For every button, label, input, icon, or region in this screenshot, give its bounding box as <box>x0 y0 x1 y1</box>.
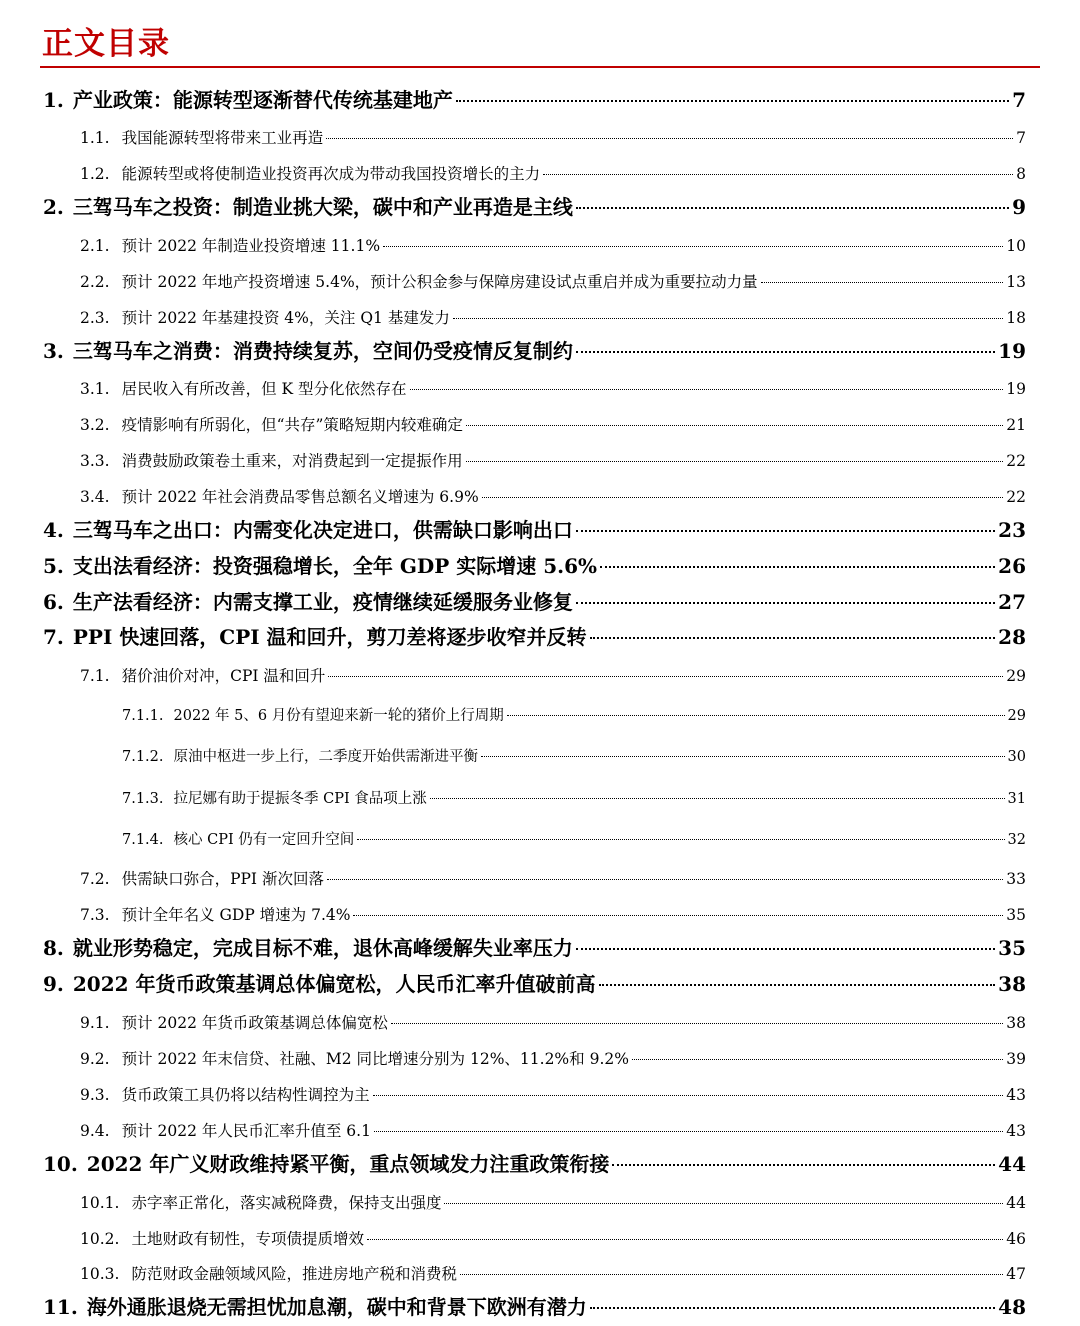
toc-entry[interactable] <box>0 697 1080 727</box>
toc-entry-page-number: 39 <box>1006 1050 1026 1068</box>
toc-entry-title: 预计 2022 年货币政策基调总体偏宽松 <box>121 1014 388 1032</box>
toc-entry[interactable] <box>0 861 1080 891</box>
toc-entry-line <box>80 1047 1026 1069</box>
toc-entry-number: 6. <box>43 590 64 614</box>
toc-entry-line <box>80 867 1026 889</box>
toc-entry-page-number: 44 <box>998 1152 1026 1176</box>
dot-leader <box>460 1274 1003 1275</box>
toc-entry-page-number: 9 <box>1012 195 1026 219</box>
toc-entry-number: 7. <box>43 625 64 649</box>
toc-entry-title: 消费鼓励政策卷土重来，对消费起到一定提振作用 <box>121 452 463 470</box>
toc-entry-title: 三驾马车之出口：内需变化决定进口，供需缺口影响出口 <box>72 518 573 542</box>
toc-entry-number: 8. <box>43 936 64 960</box>
toc-entry[interactable] <box>0 1221 1080 1251</box>
toc-entry-title: 生产法看经济：内需支撑工业，疫情继续延缓服务业修复 <box>72 590 573 614</box>
toc-entry[interactable] <box>0 192 1080 222</box>
toc-entry-number: 9.2. <box>80 1050 110 1068</box>
toc-entry-number: 10.2. <box>80 1230 120 1248</box>
toc-entry-number: 7.2. <box>80 870 110 888</box>
toc-entry[interactable] <box>0 658 1080 688</box>
toc-entry-number: 3.3. <box>80 452 110 470</box>
toc-entry-page-number: 47 <box>1006 1265 1026 1283</box>
dot-leader <box>374 1131 1003 1132</box>
toc-entry[interactable] <box>0 551 1080 581</box>
dot-leader <box>576 602 995 604</box>
toc-entry-number: 7.1.4. <box>122 832 164 848</box>
toc-entry[interactable] <box>0 85 1080 115</box>
toc-entry-line <box>80 1227 1026 1249</box>
dot-leader <box>632 1059 1003 1060</box>
toc-entry-line <box>80 270 1026 292</box>
toc-entry-page-number: 44 <box>1006 1194 1026 1212</box>
toc-entry-page-number: 38 <box>1006 1014 1026 1032</box>
toc-entry-line <box>43 84 1026 113</box>
toc-entry-line <box>80 413 1026 435</box>
toc-entry-page-number: 13 <box>1006 273 1026 291</box>
toc-entry-line <box>80 162 1026 184</box>
dot-leader <box>353 915 1003 916</box>
dot-leader <box>590 637 996 639</box>
toc-entry-line <box>80 664 1026 686</box>
toc-entry-line <box>43 335 1026 364</box>
dot-leader <box>430 798 1005 799</box>
page-title: 正文目录 <box>42 26 170 62</box>
toc-entry-title: 支出法看经济：投资强稳增长，全年 GDP 实际增速 5.6% <box>72 554 598 578</box>
toc-entry[interactable] <box>0 479 1080 509</box>
toc-entry-title: 预计 2022 年末信贷、社融、M2 同比增速分别为 12%、11.2%和 9.2% <box>121 1050 629 1068</box>
toc-entry-title: 预计 2022 年基建投资 4%，关注 Q1 基建发力 <box>121 309 450 327</box>
toc-entry-number: 7.1.2. <box>122 749 164 765</box>
toc-entry-page-number: 18 <box>1006 309 1026 327</box>
toc-entry-number: 7.1. <box>80 667 110 685</box>
toc-entry-page-number: 29 <box>1007 708 1026 724</box>
toc-entry-title: 赤字率正常化，落实减税降费，保持支出强度 <box>131 1194 442 1212</box>
toc-entry-title: 预计 2022 年制造业投资增速 11.1% <box>121 237 381 255</box>
toc-entry-number: 9.1. <box>80 1014 110 1032</box>
dot-leader <box>466 461 1004 462</box>
toc-entry-line <box>80 1119 1026 1141</box>
toc-entry-title: 供需缺口弥合，PPI 渐次回落 <box>121 870 324 888</box>
toc-entry-page-number: 7 <box>1016 129 1026 147</box>
dot-leader <box>576 530 995 532</box>
toc-entry[interactable] <box>0 407 1080 437</box>
toc-entry-page-number: 19 <box>998 339 1026 363</box>
dot-leader <box>599 984 996 986</box>
toc-entry-page-number: 32 <box>1007 832 1026 848</box>
toc-entry[interactable] <box>0 1041 1080 1071</box>
toc-entry-number: 11. <box>43 1295 78 1319</box>
toc-entry-number: 3.2. <box>80 416 110 434</box>
toc-entry[interactable] <box>0 1005 1080 1035</box>
dot-leader <box>453 318 1003 319</box>
toc-entry-page-number: 33 <box>1006 870 1026 888</box>
toc-entry-title: 预计 2022 年社会消费品零售总额名义增速为 6.9% <box>121 488 479 506</box>
toc-entry-line <box>43 1291 1026 1320</box>
toc-entry-number: 10.3. <box>80 1265 120 1283</box>
toc-entry-title: 猪价油价对冲，CPI 温和回升 <box>121 667 326 685</box>
toc-entry-page-number: 35 <box>1006 906 1026 924</box>
toc-entry-title: 我国能源转型将带来工业再造 <box>121 129 324 147</box>
toc-entry-page-number: 8 <box>1016 165 1026 183</box>
toc-entry-number: 2. <box>43 195 64 219</box>
toc-entry-line <box>43 968 1026 997</box>
toc-entry-page-number: 7 <box>1012 88 1026 112</box>
dot-leader <box>327 879 1003 880</box>
toc-entry-number: 3.4. <box>80 488 110 506</box>
toc-entry-number: 4. <box>43 518 64 542</box>
toc-entry-page-number: 28 <box>998 625 1026 649</box>
toc-entry[interactable] <box>0 264 1080 294</box>
toc-entry-line <box>43 586 1026 615</box>
toc-entry[interactable] <box>0 622 1080 652</box>
toc-entry-title: 海外通胀退烧无需担忧加息潮，碳中和背景下欧洲有潜力 <box>86 1295 587 1319</box>
toc-entry-title: 预计 2022 年人民币汇率升值至 6.1 <box>121 1122 371 1140</box>
dot-leader <box>590 1307 995 1309</box>
toc-entry-line <box>43 1148 1026 1177</box>
toc-entry[interactable] <box>0 1077 1080 1107</box>
toc-entry-page-number: 43 <box>1006 1122 1026 1140</box>
dot-leader <box>326 138 1013 139</box>
toc-entry-title: 2022 年 5、6 月份有望迎来新一轮的猪价上行周期 <box>173 708 504 724</box>
dot-leader <box>410 389 1004 390</box>
dot-leader <box>576 948 995 950</box>
toc-entry-title: PPI 快速回落，CPI 温和回升，剪刀差将逐步收窄并反转 <box>72 625 587 649</box>
dot-leader <box>444 1203 1003 1204</box>
toc-entry-number: 9.4. <box>80 1122 110 1140</box>
toc-entry-page-number: 23 <box>998 518 1026 542</box>
toc-entry-line <box>80 234 1026 256</box>
toc-entry-page-number: 19 <box>1006 380 1026 398</box>
dot-leader <box>507 715 1005 716</box>
toc-entry-line <box>80 485 1026 507</box>
toc-entry-title: 货币政策工具仍将以结构性调控为主 <box>121 1086 370 1104</box>
toc-entry-number: 1. <box>43 88 64 112</box>
toc-entry-title: 疫情影响有所弱化，但“共存”策略短期内较难确定 <box>121 416 463 434</box>
toc-entry-title: 拉尼娜有助于提振冬季 CPI 食品项上涨 <box>173 791 427 807</box>
dot-leader <box>481 756 1005 757</box>
toc-entry[interactable] <box>0 120 1080 150</box>
toc-entry[interactable] <box>0 1292 1080 1322</box>
toc-entry-title: 原油中枢进一步上行，二季度开始供需渐进平衡 <box>173 749 479 765</box>
toc-entry[interactable] <box>0 1113 1080 1143</box>
toc-entry-number: 7.3. <box>80 906 110 924</box>
toc-entry[interactable] <box>0 821 1080 851</box>
toc-entry-page-number: 29 <box>1006 667 1026 685</box>
toc-entry-number: 5. <box>43 554 64 578</box>
toc-entry[interactable] <box>0 1149 1080 1179</box>
toc-entry[interactable] <box>0 587 1080 617</box>
toc-entry-page-number: 46 <box>1006 1230 1026 1248</box>
toc-entry-number: 3.1. <box>80 380 110 398</box>
toc-entry-line <box>43 932 1026 961</box>
toc-entry[interactable] <box>0 1256 1080 1286</box>
toc-entry-title: 2022 年广义财政维持紧平衡，重点领域发力注重政策衔接 <box>86 1152 610 1176</box>
toc-entry-line <box>122 828 1026 849</box>
toc-entry-page-number: 38 <box>998 972 1026 996</box>
toc-entry[interactable] <box>0 371 1080 401</box>
toc-entry-page-number: 43 <box>1006 1086 1026 1104</box>
toc-entry-line <box>43 514 1026 543</box>
toc-entry-title: 防范财政金融领域风险，推进房地产税和消费税 <box>131 1265 457 1283</box>
toc-entry-page-number: 22 <box>1006 488 1026 506</box>
toc-entry-number: 3. <box>43 339 64 363</box>
toc-entry-line <box>80 306 1026 328</box>
toc-entry-page-number: 10 <box>1006 237 1026 255</box>
toc-entry-line <box>43 191 1026 220</box>
toc-entry[interactable] <box>0 443 1080 473</box>
toc-entry[interactable] <box>0 780 1080 810</box>
toc-entry[interactable] <box>0 897 1080 927</box>
dot-leader <box>600 566 995 568</box>
toc-entry-number: 2.2. <box>80 273 110 291</box>
toc-entry-line <box>122 704 1026 725</box>
toc-entry-number: 10. <box>43 1152 78 1176</box>
toc-entry-line <box>43 621 1026 650</box>
dot-leader <box>761 282 1004 283</box>
toc-entry[interactable] <box>0 1185 1080 1215</box>
toc-entry-title: 预计全年名义 GDP 增速为 7.4% <box>121 906 351 924</box>
dot-leader <box>612 1164 995 1166</box>
toc-entry-number: 1.2. <box>80 165 110 183</box>
toc-entry[interactable] <box>0 969 1080 999</box>
toc-entry-line <box>43 550 1026 579</box>
toc-entry-page-number: 21 <box>1006 416 1026 434</box>
toc-entry-line <box>80 1262 1026 1284</box>
toc-entry-line <box>80 1191 1026 1213</box>
toc-entry-number: 2.1. <box>80 237 110 255</box>
toc-entry-page-number: 31 <box>1007 791 1026 807</box>
toc-entry[interactable] <box>0 738 1080 768</box>
toc-entry-title: 三驾马车之投资：制造业挑大梁，碳中和产业再造是主线 <box>72 195 573 219</box>
toc-entry-title: 预计 2022 年地产投资增速 5.4%，预计公积金参与保障房建设试点重启并成为重要拉动力量 <box>121 273 758 291</box>
toc-entry[interactable] <box>0 156 1080 186</box>
toc-entry-title: 2022 年货币政策基调总体偏宽松，人民币汇率升值破前高 <box>72 972 596 996</box>
toc-entry-line <box>80 126 1026 148</box>
toc-entry-number: 7.1.3. <box>122 791 164 807</box>
toc-entry-title: 能源转型或将使制造业投资再次成为带动我国投资增长的主力 <box>121 165 541 183</box>
toc-entry[interactable] <box>0 336 1080 366</box>
dot-leader <box>373 1095 1004 1096</box>
toc-entry[interactable] <box>0 515 1080 545</box>
toc-entry-page-number: 26 <box>998 554 1026 578</box>
toc-entry-title: 三驾马车之消费：消费持续复苏，空间仍受疫情反复制约 <box>72 339 573 363</box>
toc-entry-number: 10.1. <box>80 1194 120 1212</box>
toc-entry-line <box>80 377 1026 399</box>
toc-entry-number: 1.1. <box>80 129 110 147</box>
toc-entry-line <box>122 745 1026 766</box>
toc-entry-number: 9. <box>43 972 64 996</box>
toc-entry-line <box>80 449 1026 471</box>
toc-entry-number: 7.1.1. <box>122 708 164 724</box>
toc-entry-title: 产业政策：能源转型逐渐替代传统基建地产 <box>72 88 453 112</box>
dot-leader <box>391 1023 1003 1024</box>
toc-entry-number: 2.3. <box>80 309 110 327</box>
toc-entry-title: 核心 CPI 仍有一定回升空间 <box>173 832 355 848</box>
dot-leader <box>383 246 1003 247</box>
toc-entry-page-number: 30 <box>1007 749 1026 765</box>
dot-leader <box>482 497 1004 498</box>
dot-leader <box>357 839 1004 840</box>
dot-leader <box>576 351 995 353</box>
toc-entry-line <box>80 1011 1026 1033</box>
dot-leader <box>543 174 1013 175</box>
toc-entry-page-number: 48 <box>998 1295 1026 1319</box>
toc-entry[interactable] <box>0 300 1080 330</box>
toc-entry[interactable] <box>0 933 1080 963</box>
toc-entry-line <box>80 903 1026 925</box>
toc-entry-page-number: 27 <box>998 590 1026 614</box>
toc-entry-title: 居民收入有所改善，但 K 型分化依然存在 <box>121 380 407 398</box>
toc-entry-title: 土地财政有韧性，专项债提质增效 <box>131 1230 364 1248</box>
dot-leader <box>466 425 1003 426</box>
dot-leader <box>328 676 1003 677</box>
toc-entry-line <box>80 1083 1026 1105</box>
toc-entry-page-number: 35 <box>998 936 1026 960</box>
toc-entry[interactable] <box>0 228 1080 258</box>
toc-entry-page-number: 22 <box>1006 452 1026 470</box>
dot-leader <box>367 1239 1003 1240</box>
dot-leader <box>456 100 1009 102</box>
dot-leader <box>576 207 1009 209</box>
toc-entry-title: 就业形势稳定，完成目标不难，退休高峰缓解失业率压力 <box>72 936 573 960</box>
toc-entry-line <box>122 787 1026 808</box>
toc-entry-number: 9.3. <box>80 1086 110 1104</box>
